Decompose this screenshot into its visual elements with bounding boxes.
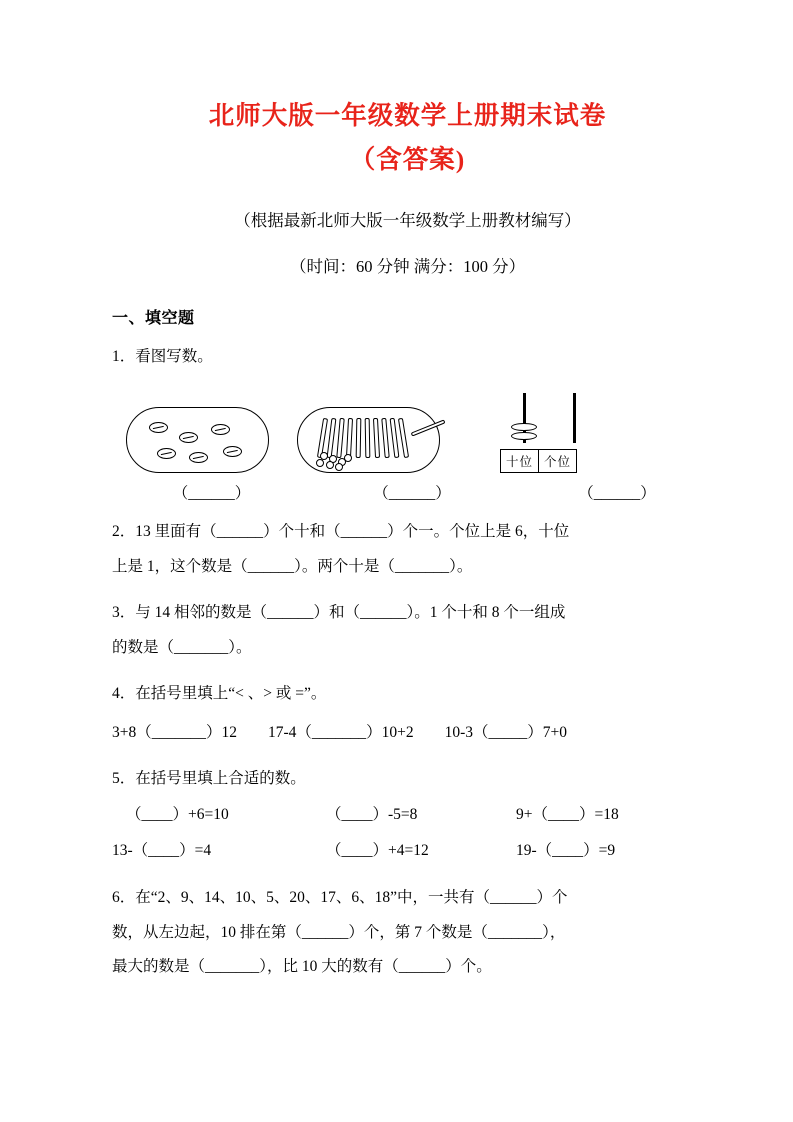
q5-item-6[interactable]: 19-（____）=9 — [516, 842, 616, 859]
ones-rod-icon — [573, 393, 576, 443]
bead-icon — [511, 432, 537, 440]
question-5-line-1: 5．在括号里填上合适的数。 — [112, 770, 306, 787]
answer-blank-1[interactable]: （______） — [172, 485, 251, 502]
question-1-answer-blanks — [112, 481, 733, 503]
place-value-ones-cell: 个位 — [539, 450, 577, 473]
stick-icon — [381, 418, 389, 458]
question-3-line-1: 3．与 14 相邻的数是（______）和（______）。1 个十和 8 个一组成 — [112, 604, 566, 621]
coin-icon — [179, 432, 198, 443]
q5-item-5[interactable]: （____）+4=12 — [326, 842, 429, 859]
coin-icon — [211, 424, 230, 435]
place-value-table — [500, 449, 577, 473]
place-value-tens-cell: 十位 — [501, 450, 539, 473]
question-6-line-2: 数，从左边起，10 排在第（______）个，第 7 个数是（_______）， — [112, 924, 566, 941]
time-score-note: （时间：60 分钟 满分：100 分） — [289, 257, 526, 276]
q5-item-4[interactable]: 13-（____）=4 — [112, 842, 212, 859]
question-2-line-2: 上是 1，这个数是（______）。两个十是（_______）。 — [112, 558, 473, 575]
stick-end-icon — [335, 463, 343, 471]
question-3-line-2: 的数是（_______）。 — [112, 639, 252, 656]
coin-icon — [157, 448, 176, 459]
stick-icon — [336, 418, 344, 458]
stick-icon — [365, 418, 370, 458]
coin-icon — [189, 452, 208, 463]
question-2-line-1: 2．13 里面有（______）个十和（______）个一。个位上是 6，十位 — [112, 523, 570, 540]
question-6-line-1: 6．在“2、9、14、10、5、20、17、6、18”中，一共有（______）个 — [112, 889, 568, 906]
stick-icon — [390, 418, 399, 458]
coin-icon — [223, 446, 242, 457]
page-subtitle-answer: （含答案) — [349, 145, 466, 174]
figure-sticks-group — [297, 407, 440, 473]
answer-blank-3[interactable]: （______） — [578, 485, 656, 502]
section-heading-fill-blank: 一、填空题 — [112, 310, 195, 327]
page-title: 北师大版一年级数学上册期末试卷 — [208, 101, 607, 130]
q5-item-2[interactable]: （____）-5=8 — [326, 806, 418, 823]
coin-icon — [149, 422, 168, 433]
bead-icon — [511, 423, 537, 431]
question-1-text: 1．看图写数。 — [112, 348, 213, 365]
q5-item-3[interactable]: 9+（____）=18 — [516, 806, 619, 823]
question-5-row-a — [112, 797, 733, 833]
stick-end-icon — [344, 454, 352, 462]
question-4-line-2: 3+8（_______）12 17-4（_______）10+2 10-3（_____）7+0 — [112, 724, 568, 741]
single-stick-icon — [411, 419, 446, 436]
edition-note: （根据最新北师大版一年级数学上册教材编写） — [234, 211, 581, 230]
stick-icon — [346, 418, 353, 458]
stick-icon — [356, 418, 361, 458]
stick-icon — [398, 418, 409, 458]
stick-end-icon — [326, 461, 334, 469]
question-5-row-b — [112, 833, 733, 869]
figure-place-value-counter — [500, 393, 610, 473]
figure-coins-group — [126, 407, 269, 473]
stick-end-icon — [316, 459, 324, 467]
answer-blank-2[interactable]: （______） — [373, 485, 451, 502]
stick-icon — [373, 418, 380, 458]
question-4-line-1: 4．在括号里填上“< 、> 或 =”。 — [112, 685, 327, 702]
question-6-line-3: 最大的数是（_______），比 10 大的数有（______）个。 — [112, 958, 492, 975]
q5-item-1[interactable]: （____）+6=10 — [126, 806, 229, 823]
stick-icon — [327, 418, 336, 458]
question-1-figures — [112, 393, 733, 473]
